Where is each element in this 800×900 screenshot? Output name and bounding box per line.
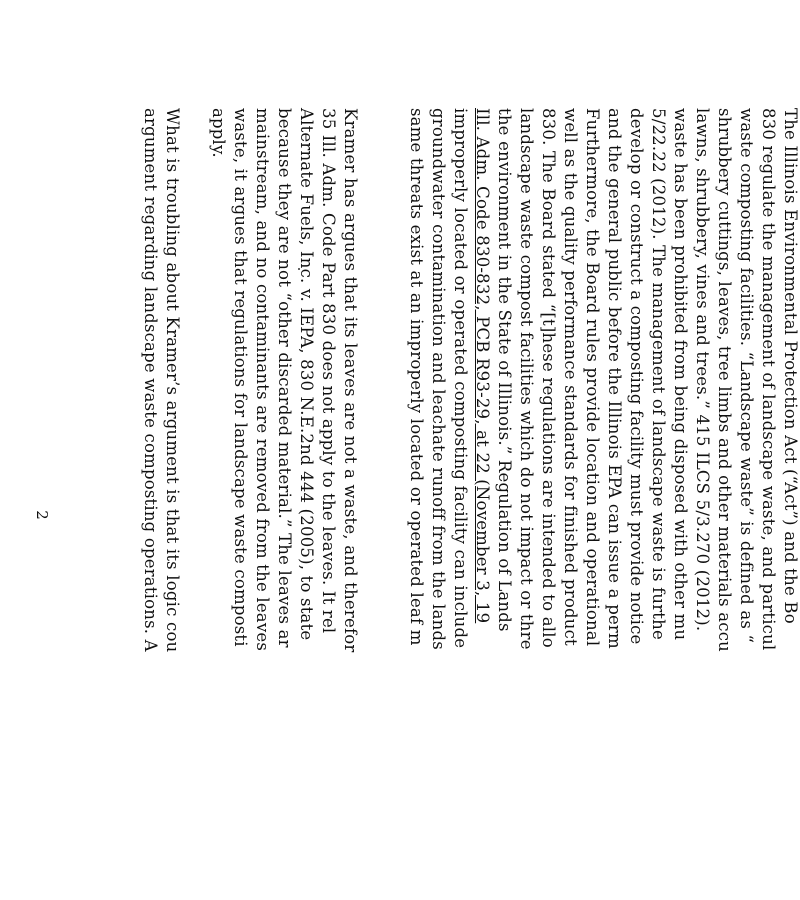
text-line: shrubbery cuttings, leaves, tree limbs and other materials accu xyxy=(715,108,734,652)
text-line: 830 regulate the management of landscape waste, and particul xyxy=(759,108,778,651)
text-line: The Illinois Environmental Protection Act (“Act”) and the Bo xyxy=(781,108,800,624)
text-line: waste, it argues that regulations for landscape waste composti xyxy=(231,108,250,647)
document-page xyxy=(110,0,800,900)
text-line-citation: Ill. Adm. Code 830-832, PCB R93-29, at 22 (November 3, 19 xyxy=(473,108,492,624)
text-line: waste composting facilities. “Landscape waste” is defined as “ xyxy=(737,108,756,644)
text-line: Kramer has argues that its leaves are not a waste, and therefor xyxy=(341,108,360,653)
text-line: groundwater contamination and leachate runoff from the lands xyxy=(429,108,448,650)
text-line: because they are not “other discarded material.” The leaves ar xyxy=(275,108,294,648)
text-line: Alternate Fuels, Inc. v. IEPA, 830 N.E.2nd 444 (2005), to state xyxy=(297,108,316,641)
text-line: mainstream, and no contaminants are removed from the leaves xyxy=(253,108,272,651)
text-line: 5/22.22 (2012). The management of landscape waste is furthe xyxy=(649,108,668,640)
text-line: improperly located or operated composting facility can include xyxy=(451,108,470,649)
text-line: well as the quality performance standards for finished product xyxy=(561,108,580,646)
page-number: 2 xyxy=(32,510,51,520)
text-line: waste has been prohibited from being disposed with other mu xyxy=(671,108,690,641)
text-line: lawns, shrubbery, vines and trees.” 415 ILCS 5/3.270 (2012). xyxy=(693,108,712,632)
text-line: the environment in the State of Illinois.” Regulation of Lands xyxy=(495,108,514,632)
text-line: 35 Ill. Adm. Code Part 830 does not apply to the leaves. It rel xyxy=(319,108,338,634)
text-line: Furthermore, the Board rules provide location and operational xyxy=(583,108,602,647)
text-line: apply. xyxy=(209,108,228,158)
text-line: argument regarding landscape waste composting operations. A xyxy=(141,108,160,652)
text-line: same threats exist at an improperly located or operated leaf m xyxy=(407,108,426,646)
text-line: 830. The Board stated “[t]hese regulations are intended to allo xyxy=(539,108,558,648)
text-line: develop or construct a composting facility must provide notice xyxy=(627,108,646,645)
text-line: landscape waste compost facilities which do not impact or thre xyxy=(517,108,536,650)
text-line: and the general public before the Illinois EPA can issue a perm xyxy=(605,108,624,649)
text-line: What is troubling about Kramer’s argument is that its logic cou xyxy=(163,108,182,653)
